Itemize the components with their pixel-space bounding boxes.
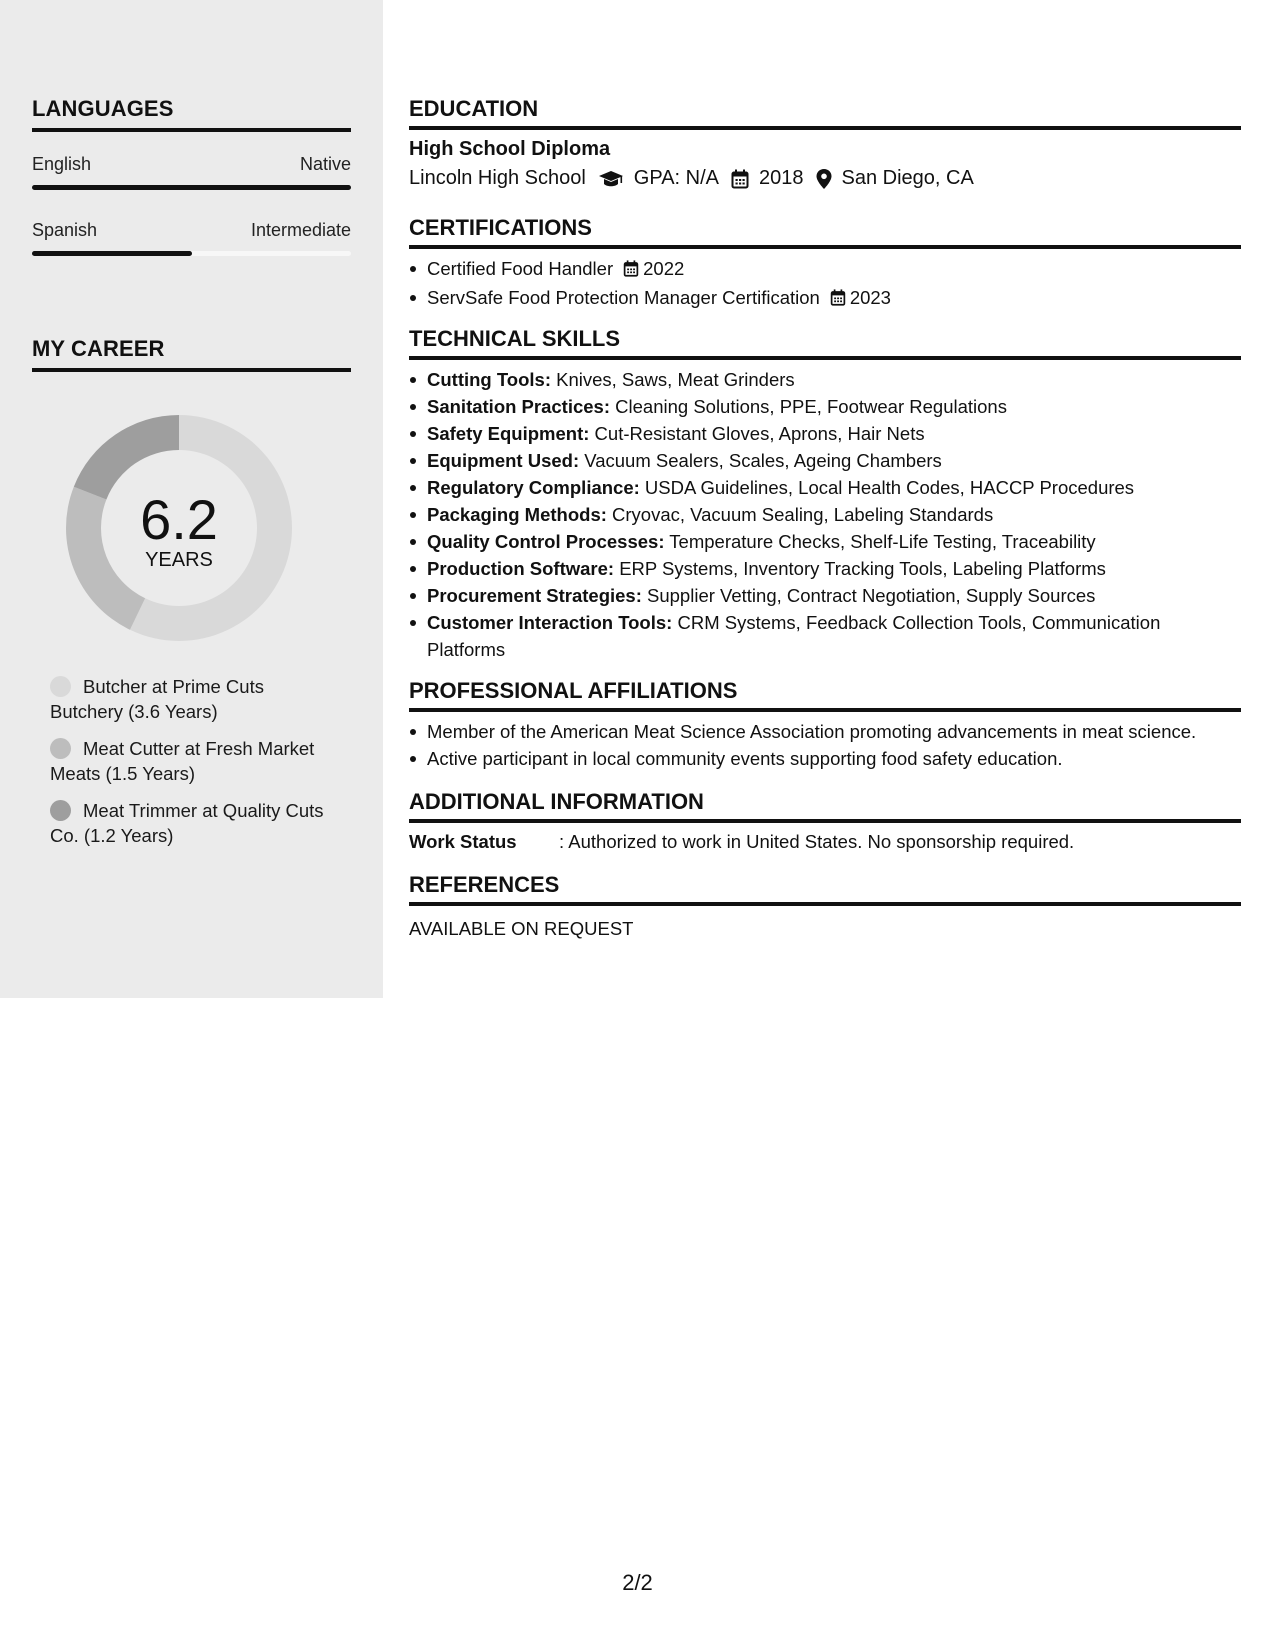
affiliations-list — [409, 718, 1241, 772]
references-text: AVAILABLE ON REQUEST — [409, 918, 634, 939]
language-item — [32, 154, 351, 190]
skill-item — [409, 366, 1241, 393]
skill-value: ERP Systems, Inventory Tracking Tools, Labeling Platforms — [614, 558, 1106, 579]
language-name: English — [32, 154, 92, 174]
career-legend-item — [50, 674, 340, 724]
language-proficiency-bar — [32, 185, 351, 190]
language-proficiency-fill — [32, 185, 351, 190]
page-number: 2/2 — [622, 1570, 653, 1595]
affiliations-heading: PROFESSIONAL AFFILIATIONS — [409, 678, 1241, 712]
skill-item — [409, 393, 1241, 420]
skill-item — [409, 582, 1241, 609]
legend-dot — [50, 800, 71, 821]
skill-label: Procurement Strategies: — [427, 585, 642, 606]
skill-value: Knives, Saws, Meat Grinders — [550, 369, 795, 390]
education-details — [409, 167, 1241, 190]
skill-label: Cutting Tools: — [427, 369, 551, 390]
work-status-row — [409, 831, 1241, 853]
career-legend-label: Meat Cutter at Fresh Market Meats (1.5 Years) — [50, 738, 315, 784]
skill-item — [409, 501, 1241, 528]
certification-year: 2022 — [643, 258, 685, 279]
skill-value: Vacuum Sealers, Scales, Ageing Chambers — [579, 450, 942, 471]
certifications-heading: CERTIFICATIONS — [409, 215, 1241, 249]
career-section — [32, 336, 351, 372]
additional-info-heading: ADDITIONAL INFORMATION — [409, 789, 1241, 823]
graduation-year: 2018 — [759, 167, 804, 189]
career-legend-label: Butcher at Prime Cuts Butchery (3.6 Years) — [50, 676, 264, 722]
degree-title: High School Diploma — [409, 138, 611, 160]
skill-item — [409, 447, 1241, 474]
work-status-label: Work Status — [409, 831, 517, 852]
language-item — [32, 220, 351, 256]
skill-label: Equipment Used: — [427, 450, 580, 471]
certifications-list — [409, 255, 1241, 313]
skill-item — [409, 609, 1241, 663]
skill-value: Temperature Checks, Shelf-Life Testing, Traceability — [664, 531, 1096, 552]
skill-label: Customer Interaction Tools: — [427, 612, 673, 633]
location-pin-icon — [816, 169, 832, 189]
skill-label: Production Software: — [427, 558, 615, 579]
skill-label: Packaging Methods: — [427, 504, 607, 525]
affiliations-section — [409, 678, 1241, 772]
career-total-unit: YEARS — [145, 549, 213, 571]
certification-item — [409, 284, 1241, 313]
career-total-years: 6.2 — [140, 488, 218, 551]
language-level: Native — [299, 154, 351, 174]
skill-value: CRM Systems, Feedback Collection Tools, Communication Platforms — [427, 612, 1161, 660]
career-legend — [50, 674, 340, 860]
skill-value: Supplier Vetting, Contract Negotiation, Supply Sources — [641, 585, 1096, 606]
calendar-icon — [830, 286, 846, 313]
legend-dot — [50, 676, 71, 697]
technical-skills-list — [409, 366, 1241, 663]
skill-item — [409, 420, 1241, 447]
sidebar — [0, 0, 383, 998]
career-legend-item — [50, 736, 340, 786]
school-location: San Diego, CA — [841, 167, 974, 189]
education-heading: EDUCATION — [409, 96, 1241, 130]
affiliation-item: Member of the American Meat Science Association promoting advancements in meat science. — [409, 718, 1241, 745]
certification-name: ServSafe Food Protection Manager Certification — [427, 287, 820, 308]
skill-value: USDA Guidelines, Local Health Codes, HACCP Procedures — [639, 477, 1135, 498]
language-level: Intermediate — [250, 220, 351, 240]
technical-skills-section — [409, 326, 1241, 663]
graduation-cap-icon — [598, 170, 624, 188]
skill-value: Cryovac, Vacuum Sealing, Labeling Standards — [606, 504, 994, 525]
references-heading: REFERENCES — [409, 872, 1241, 906]
languages-section — [32, 96, 351, 256]
career-heading: MY CAREER — [32, 336, 351, 372]
affiliation-item: Active participant in local community events supporting food safety education. — [409, 745, 1241, 772]
career-donut-chart — [66, 415, 292, 641]
languages-heading: LANGUAGES — [32, 96, 351, 132]
skill-label: Regulatory Compliance: — [427, 477, 640, 498]
school-name: Lincoln High School — [409, 167, 586, 189]
calendar-icon — [623, 257, 639, 284]
career-legend-item — [50, 798, 340, 848]
skill-item — [409, 474, 1241, 501]
language-name: Spanish — [32, 220, 98, 240]
references-section — [409, 872, 1241, 940]
skill-label: Safety Equipment: — [427, 423, 590, 444]
certification-name: Certified Food Handler — [427, 258, 614, 279]
skill-value: Cleaning Solutions, PPE, Footwear Regulations — [610, 396, 1007, 417]
career-legend-label: Meat Trimmer at Quality Cuts Co. (1.2 Years) — [50, 800, 324, 846]
gpa: GPA: N/A — [633, 167, 719, 189]
certification-item — [409, 255, 1241, 284]
language-proficiency-fill — [32, 251, 192, 256]
additional-info-section — [409, 789, 1241, 853]
education-section — [409, 96, 1241, 190]
work-status-value: : Authorized to work in United States. No sponsorship required. — [559, 831, 1075, 852]
calendar-icon — [731, 169, 749, 189]
legend-dot — [50, 738, 71, 759]
certification-year: 2023 — [849, 287, 891, 308]
skill-item — [409, 555, 1241, 582]
technical-skills-heading: TECHNICAL SKILLS — [409, 326, 1241, 360]
skill-label: Sanitation Practices: — [427, 396, 611, 417]
certifications-section — [409, 215, 1241, 313]
skill-label: Quality Control Processes: — [427, 531, 665, 552]
skill-value: Cut-Resistant Gloves, Aprons, Hair Nets — [589, 423, 925, 444]
language-proficiency-bar — [32, 251, 351, 256]
skill-item — [409, 528, 1241, 555]
